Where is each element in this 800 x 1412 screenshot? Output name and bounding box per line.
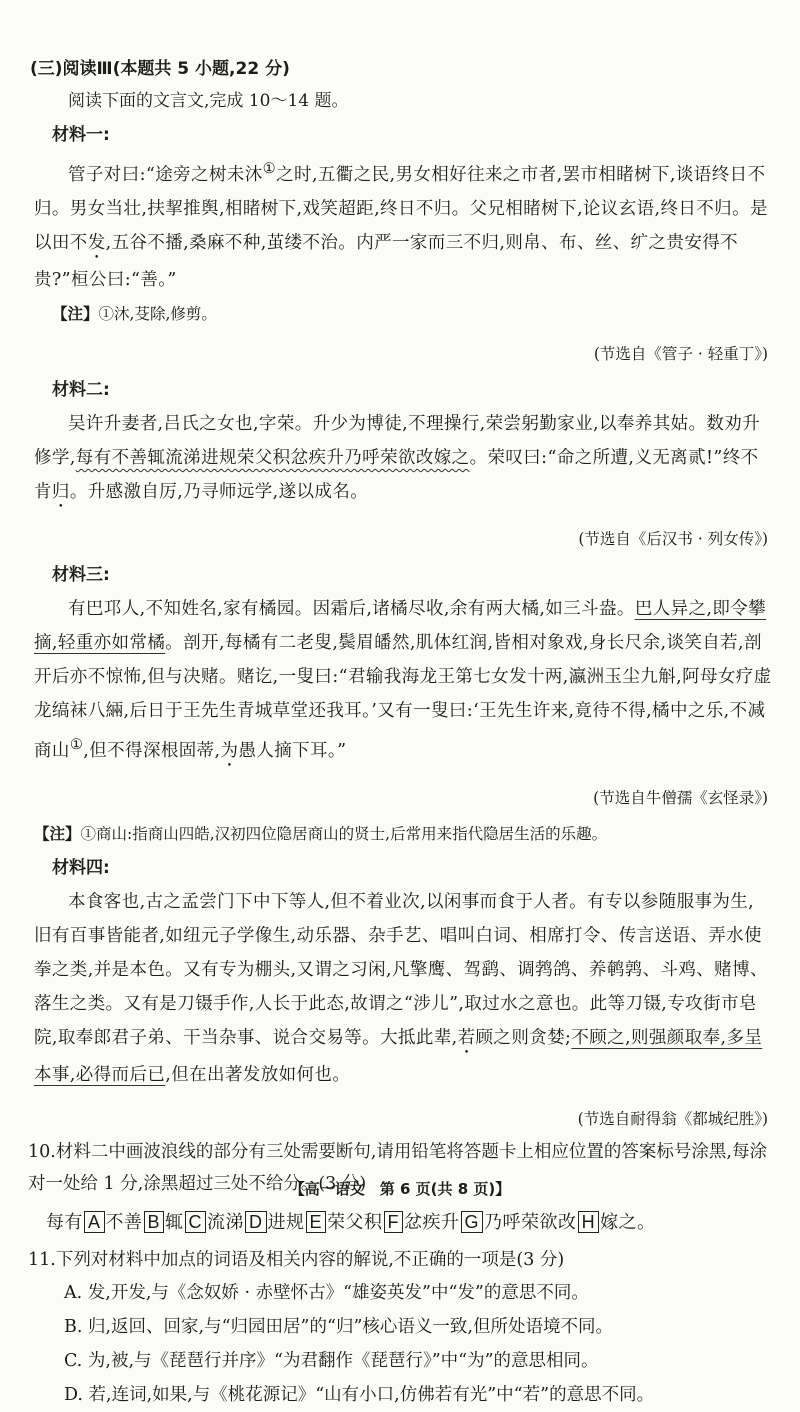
wavy-underlined-text: 每有不善辄流涕进规荣父积忿疾升乃呼荣欲改嫁之 xyxy=(75,447,470,468)
footnote-marker: ① xyxy=(262,160,277,177)
answer-box-b[interactable]: B xyxy=(144,1211,165,1233)
material-1-source: (节选自《管子 · 轻重丁》) xyxy=(593,344,768,363)
segment: 流涕 xyxy=(207,1211,245,1233)
material-1-text: 管子对曰:“途旁之树未沐①之时,五衢之民,男女相好往来之市者,罢市相睹树下,谈语终日不归。男女当壮,扶挈推舆,相睹树下,戏笑超距,终日不归。父兄相睹树下,论议玄语,终日不归。是以田不发,五谷不播,桑麻不种,茧缕不治。内严一家而三不归,则帛、布、丝、纩之贵安得不贵?”桓公曰:“善。” xyxy=(34,160,768,290)
question-11-option-d[interactable]: D. 若,连词,如果,与《桃花源记》“山有小口,仿佛若有光”中“若”的意思不同。 xyxy=(64,1384,655,1405)
question-10-stem: 10.材料二中画波浪线的部分有三处需要断句,请用铅笔将答题卡上相应位置的答案标号涂黑,每涂对一处给 1 分,涂黑超过三处不给分。(3 分) xyxy=(28,1141,767,1194)
question-11-option-b[interactable]: B. 归,返回、回家,与“归园田居”的“归”核心语义一致,但所处语境不同。 xyxy=(64,1316,613,1337)
dotted-word: 发 xyxy=(87,232,106,253)
segment: 乃呼荣欲改 xyxy=(484,1211,577,1233)
material-4-source: (节选自耐得翁《都城纪胜》) xyxy=(577,1109,768,1128)
question-11-stem: 11.下列对材料中加点的词语及相关内容的解说,不正确的一项是(3 分) xyxy=(28,1249,565,1270)
question-11-option-a[interactable]: A. 发,开发,与《念奴娇 · 赤壁怀古》“雄姿英发”中“发”的意思不同。 xyxy=(64,1282,589,1303)
question-11-option-c[interactable]: C. 为,被,与《琵琶行并序》“为君翻作《琵琶行》”中“为”的意思相同。 xyxy=(64,1350,599,1371)
segment: 进规 xyxy=(267,1211,305,1233)
material-3-text: 有巴邛人,不知姓名,家有橘园。因霜后,诸橘尽收,余有两大橘,如三斗盎。巴人异之,即令攀摘,轻重亦如常橘。剖开,每橘有二老叟,鬓眉皤然,肌体红润,皆相对象戏,身长尺余,谈笑自若,剖开后亦不惊怖,但与决赌。赌讫,一叟曰:“君输我海龙王第七女发十两,瀛洲玉尘九斛,阿母女疗虚龙缟袜八緉,后日于王先生青城草堂还我耳。’又有一叟曰:‘王先生许来,竟待不得,橘中之乐,不减商山①,但不得深根固蒂,为愚人摘下耳。” xyxy=(34,598,772,761)
dotted-word: 为 xyxy=(220,740,239,761)
segment: 荣父积 xyxy=(327,1211,383,1233)
footnote-marker: ① xyxy=(69,735,84,753)
answer-box-g[interactable]: G xyxy=(461,1211,484,1233)
answer-box-a[interactable]: A xyxy=(84,1211,105,1233)
material-3-source: (节选自牛僧孺《玄怪录》) xyxy=(593,788,768,807)
material-2-title: 材料二: xyxy=(52,379,110,400)
page xyxy=(28,56,772,1412)
segment: 忿疾升 xyxy=(404,1211,460,1233)
segment: 每有 xyxy=(46,1211,83,1233)
material-1-note: 【注】①沐,芟除,修剪。 xyxy=(52,304,217,323)
segment: 不善 xyxy=(105,1211,143,1233)
material-2-text: 吴许升妻者,吕氏之女也,字荣。升少为博徒,不理操行,荣尝躬勤家业,以奉养其姑。数劝升修学,每有不善辄流涕进规荣父积忿疾升乃呼荣欲改嫁之。荣叹曰:“命之所遭,义无离贰!”终不肯归。升感激自厉,乃寻师远学,遂以成名。 xyxy=(34,413,761,502)
dotted-word: 若 xyxy=(457,1027,476,1048)
underlined-text: 巴人异之,即令攀摘,轻重亦如常橘 xyxy=(34,598,767,653)
intro-text: 阅读下面的文言文,完成 10～14 题。 xyxy=(68,91,349,111)
answer-box-f[interactable]: F xyxy=(384,1211,404,1233)
underlined-text: 不顾之,则强颜取奉,多呈本事,必得而后已 xyxy=(34,1027,763,1085)
answer-box-d[interactable]: D xyxy=(245,1211,267,1233)
answer-box-e[interactable]: E xyxy=(306,1211,327,1233)
material-4-text: 本食客也,古之孟尝门下中下等人,但不着业次,以闲事而食于人者。有专以参随服事为生,旧有百事皆能者,如纽元子学像生,动乐器、杂手艺、唱叫白词、相席打令、传言送语、弄水使拳之类,并是本色。又有专为棚头,又谓之习闲,凡擎鹰、驾鹞、调鹁鸽、养鹌鹑、斗鸡、赌博、落生之类。又有是刀镊手作,人长于此态,故谓之“涉儿”,取过水之意也。此等刀镊,专攻街市皂院,取奉郎君子弟、干当杂事、说合交易等。大抵此辈,若顾之则贪婪;不顾之,则强颜取奉,多呈本事,必得而后已,但在出著发放如何也。 xyxy=(34,891,768,1085)
answer-box-h[interactable]: H xyxy=(578,1211,600,1233)
material-4-title: 材料四: xyxy=(52,857,110,878)
answer-box-c[interactable]: C xyxy=(185,1211,207,1233)
dotted-word: 归 xyxy=(51,481,70,502)
page-footer: 【高一语文 第 6 页(共 8 页)】 xyxy=(289,1180,511,1198)
material-1-title: 材料一: xyxy=(52,125,110,145)
material-3-title: 材料三: xyxy=(52,564,110,585)
segment: 辄 xyxy=(165,1211,184,1233)
section-title: (三)阅读Ⅲ(本题共 5 小题,22 分) xyxy=(30,59,290,79)
question-10-answer-line xyxy=(46,1206,772,1240)
material-2-source: (节选自《后汉书 · 列女传》) xyxy=(578,529,768,548)
material-3-note: 【注】①商山:指商山四皓,汉初四位隐居商山的贤士,后常用来指代隐居生活的乐趣。 xyxy=(34,824,608,843)
segment: 嫁之。 xyxy=(600,1211,656,1233)
